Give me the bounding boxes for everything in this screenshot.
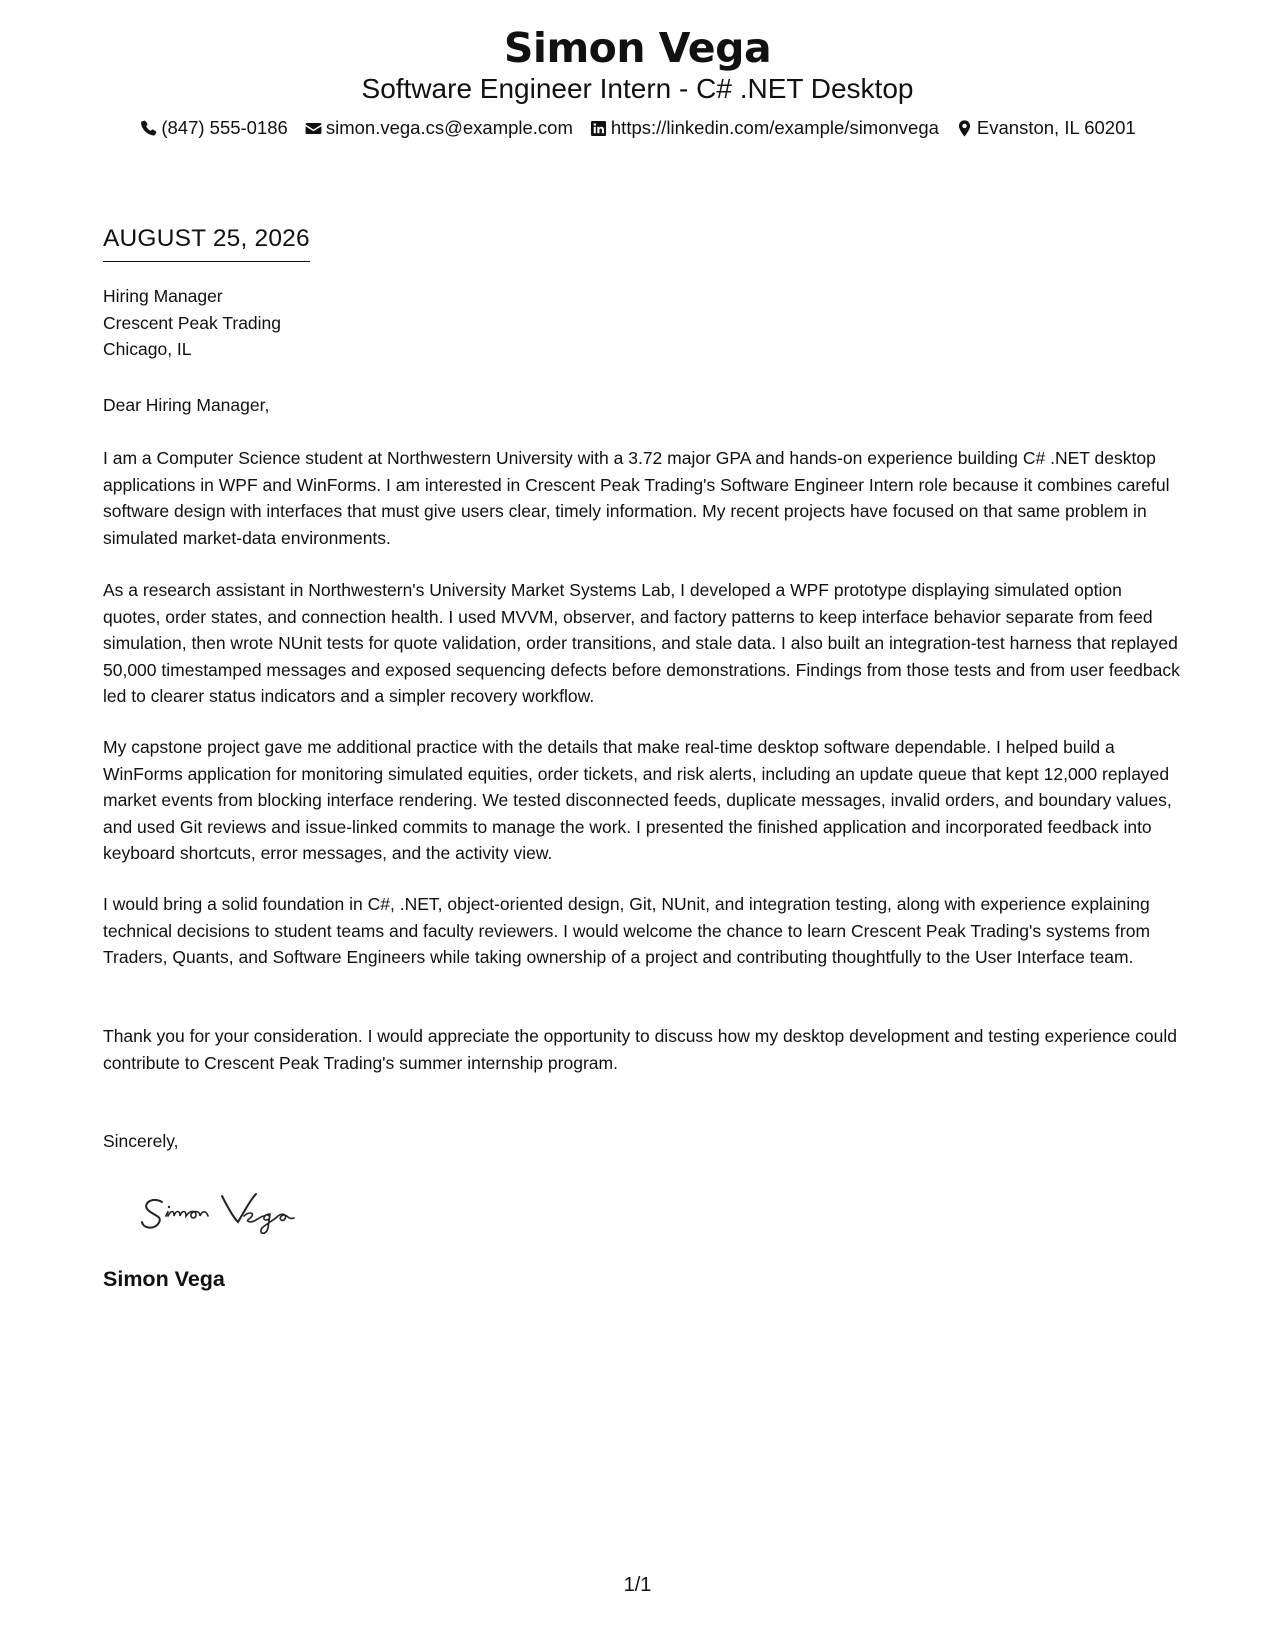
body-paragraph: My capstone project gave me additional practice with the details that make real-time desktop software dependable. I helped build a WinForms application for monitoring simulated equities, order tickets, and risk alerts, including an update queue that kept 12,000 replayed market events from blocking interface rendering. We tested disconnected feeds, duplicate messages, invalid orders, and boundary values, and used Git reviews and issue-linked commits to manage the work. I presented the finished application and incorporated feedback into keyboard shortcuts, error messages, and the activity view.: [103, 737, 1172, 863]
page-number: 1/1: [623, 1574, 652, 1596]
linkedin-url[interactable]: https://linkedin.com/example/simonvega: [610, 117, 939, 138]
handwritten-signature: [138, 1182, 338, 1240]
letterhead: [0, 22, 1275, 140]
target-role: Software Engineer Intern - C# .NET Desktop: [361, 73, 914, 104]
linkedin-icon: [589, 119, 608, 138]
recipient-block: [103, 283, 1183, 363]
signed-name: Simon Vega: [103, 1267, 225, 1291]
contact-linkedin[interactable]: [589, 116, 939, 140]
closing: Sincerely,: [103, 1131, 179, 1151]
phone-icon: [139, 119, 158, 138]
body-paragraph: I would bring a solid foundation in C#, .NET, object-oriented design, Git, NUnit, and integration testing, along with experience explaining technical decisions to student teams and faculty reviewers. I would welcome the chance to learn Crescent Peak Trading's systems from Traders, Quants, and Software Engineers while taking ownership of a project and contributing thoughtfully to the User Interface team.: [103, 894, 1151, 967]
phone-number: (847) 555-0186: [161, 117, 288, 138]
location-text: Evanston, IL 60201: [976, 117, 1136, 138]
envelope-icon: [304, 119, 323, 138]
body-paragraph: I am a Computer Science student at Northwestern University with a 3.72 major GPA and hands-on experience building C# .NET desktop applications in WPF and WinForms. I am interested in Crescent Peak Trading's Software Engineer Intern role because it combines careful software design with interfaces that must give users clear, timely information. My recent projects have focused on that same problem in simulated market-data environments.: [103, 448, 1170, 548]
recipient-line: Chicago, IL: [103, 339, 192, 359]
contact-bar: [0, 116, 1275, 140]
map-marker-icon: [955, 119, 974, 138]
letter-date: AUGUST 25, 2026: [103, 224, 310, 262]
recipient-line: Hiring Manager: [103, 286, 223, 306]
salutation: Dear Hiring Manager,: [103, 395, 270, 415]
body-paragraph: Thank you for your consideration. I would appreciate the opportunity to discuss how my desktop development and testing experience could contribute to Crescent Peak Trading's summer internship program.: [103, 1026, 1177, 1073]
contact-phone: [139, 116, 288, 140]
email-address[interactable]: simon.vega.cs@example.com: [325, 117, 573, 138]
body-paragraph: As a research assistant in Northwestern's University Market Systems Lab, I developed a WPF prototype displaying simulated option quotes, order states, and connection health. I used MVVM, observer, and factory patterns to keep interface behavior separate from feed simulation, then wrote NUnit tests for quote validation, order transitions, and stale data. I also built an integration-test harness that replayed 50,000 timestamped messages and exposed sequencing defects before demonstrations. Findings from those tests and from user feedback led to clearer status indicators and a simpler recovery workflow.: [103, 580, 1180, 706]
contact-location: [955, 116, 1136, 140]
recipient-line: Crescent Peak Trading: [103, 312, 282, 333]
applicant-name: Simon Vega: [503, 24, 772, 72]
letter-date-block: [103, 224, 310, 262]
contact-email[interactable]: [304, 116, 573, 140]
